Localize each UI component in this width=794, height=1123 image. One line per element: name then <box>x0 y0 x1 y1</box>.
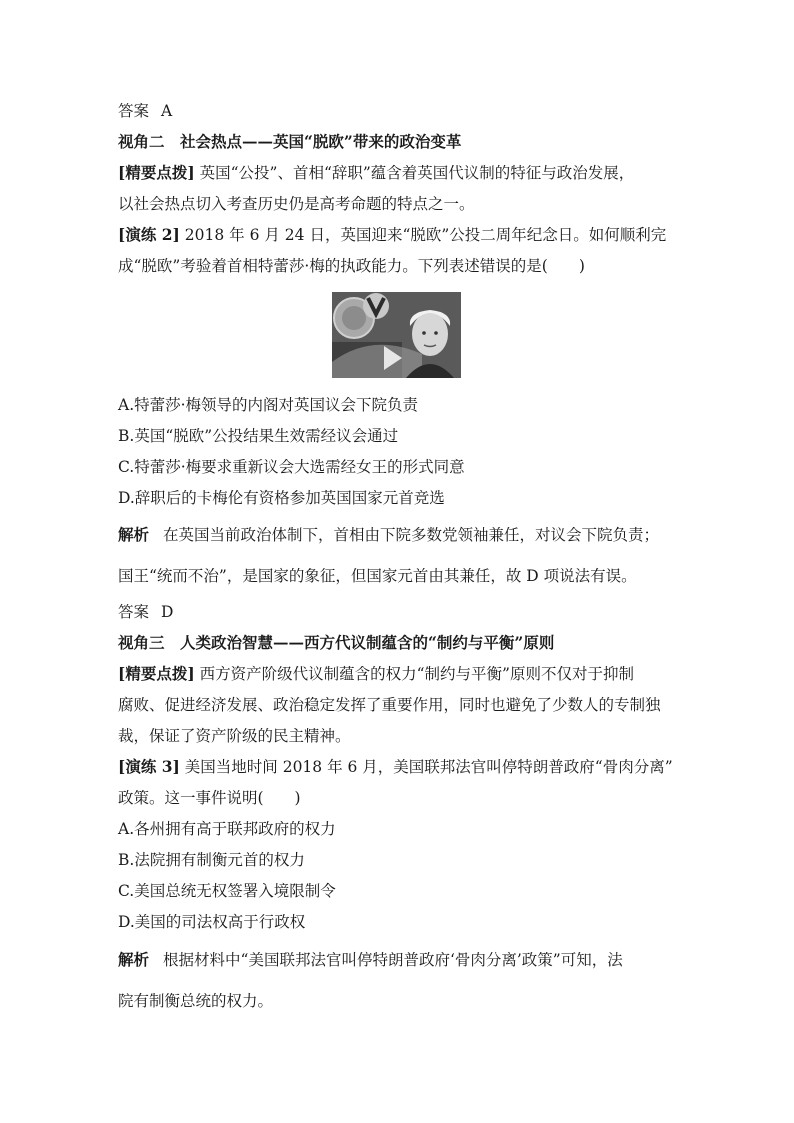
analysis-label: 解析 <box>118 950 150 969</box>
angle3-tip-line1 <box>118 663 688 685</box>
exercise2-option-a: A.特蕾莎·梅领导的内阁对英国议会下院负责 <box>118 396 419 414</box>
exercise3-line2: 政策。这一事件说明( ) <box>118 789 301 807</box>
answer-line-2 <box>118 601 688 623</box>
tip-text: 西方资产阶级代议制蕴含的权力“制约与平衡”原则不仅对于抑制 <box>194 665 634 683</box>
answer-line-1 <box>118 100 688 122</box>
analysis-text: 在英国当前政治体制下，首相由下院多数党领袖兼任，对议会下院负责； <box>163 526 660 544</box>
answer-label: 答案 <box>118 102 150 120</box>
exercise2-option-c: C.特蕾莎·梅要求重新议会大选需经女王的形式同意 <box>118 458 465 476</box>
exercise-tag: [演练 3] <box>118 757 180 776</box>
angle3-tip-line2: 腐败、促进经济发展、政治稳定发挥了重要作用，同时也避免了少数人的专制独 <box>118 696 661 714</box>
exercise3-option-d: D.美国的司法权高于行政权 <box>118 913 306 931</box>
brexit-photo <box>332 292 461 378</box>
exercise-tag: [演练 2] <box>118 225 180 244</box>
angle2-tip-line1 <box>118 162 688 184</box>
tip-tag: [精要点拨] <box>118 664 195 683</box>
angle2-heading: 视角二 社会热点——英国“脱欧”带来的政治变革 <box>118 132 462 151</box>
tip-text: 英国“公投”、首相“辞职”蕴含着英国代议制的特征与政治发展， <box>194 164 635 182</box>
answer-value: A <box>161 102 173 120</box>
analysis2-line2: 国王“统而不治”，是国家的象征，但国家元首由其兼任，故 D 项说法有误。 <box>118 567 637 585</box>
answer-label: 答案 <box>118 603 150 621</box>
exercise2-option-b: B.英国“脱欧”公投结果生效需经议会通过 <box>118 427 399 445</box>
exercise-text: 美国当地时间 2018 年 6 月，美国联邦法官叫停特朗普政府“骨肉分离” <box>179 758 673 776</box>
exercise3-option-a: A.各州拥有高于联邦政府的权力 <box>118 820 336 838</box>
exercise2-line2: 成“脱欧”考验着首相特蕾莎·梅的执政能力。下列表述错误的是( ) <box>118 257 585 275</box>
angle3-heading: 视角三 人类政治智慧——西方代议制蕴含的“制约与平衡”原则 <box>118 633 555 652</box>
analysis3-line1 <box>118 949 688 971</box>
analysis2-line1 <box>118 524 688 546</box>
analysis3-line2: 院有制衡总统的权力。 <box>118 992 274 1010</box>
analysis-label: 解析 <box>118 525 150 544</box>
tip-tag: [精要点拨] <box>118 163 195 182</box>
angle3-tip-line3: 裁，保证了资产阶级的民主精神。 <box>118 727 351 745</box>
photo-illustration <box>332 292 461 378</box>
analysis-text: 根据材料中“美国联邦法官叫停特朗普政府‘骨肉分离’政策”可知，法 <box>163 951 623 969</box>
exercise3-line1 <box>118 756 688 778</box>
exercise2-line1 <box>118 224 688 246</box>
exercise2-option-d: D.辞职后的卡梅伦有资格参加英国国家元首竞选 <box>118 489 445 507</box>
exercise3-option-b: B.法院拥有制衡元首的权力 <box>118 851 305 869</box>
angle2-tip-line2: 以社会热点切入考查历史仍是高考命题的特点之一。 <box>118 195 475 213</box>
exercise-text: 2018 年 6 月 24 日，英国迎来“脱欧”公投二周年纪念日。如何顺利完 <box>179 226 667 244</box>
answer-value: D <box>161 603 174 621</box>
exercise3-option-c: C.美国总统无权签署入境限制令 <box>118 882 336 900</box>
